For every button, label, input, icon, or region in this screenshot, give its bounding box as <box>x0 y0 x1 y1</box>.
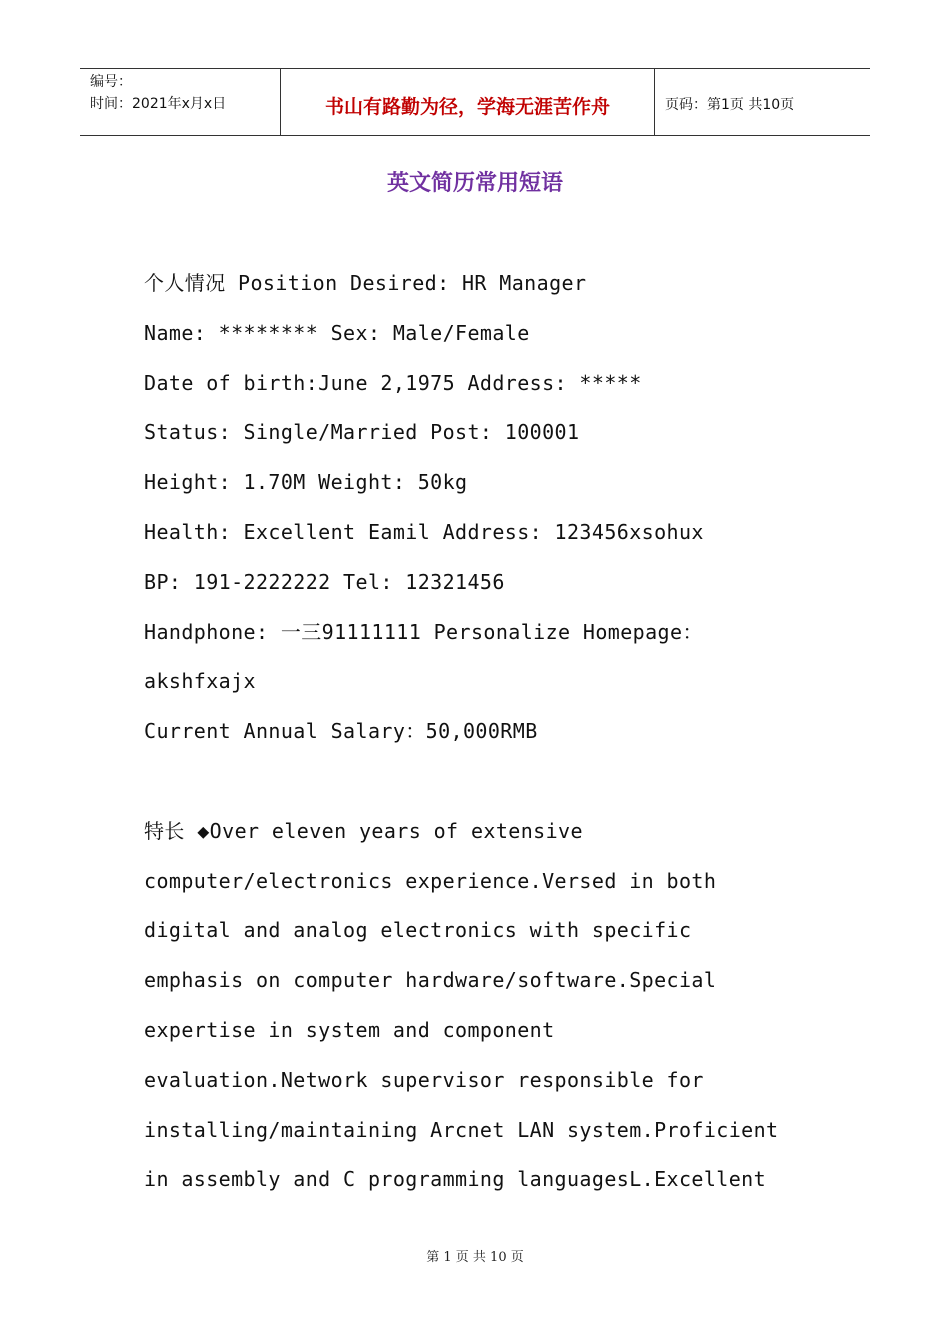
header-motto: 书山有路勤为径，学海无涯苦作舟 <box>281 69 655 135</box>
document-body <box>144 259 824 1205</box>
body-line: Name: ******** Sex: Male/Female <box>144 320 530 345</box>
header-page-info: 页码：第1页 共10页 <box>665 97 795 113</box>
body-line: 个人情况 Position Desired: HR Manager <box>144 271 587 295</box>
body-line: emphasis on computer hardware/software.Special <box>144 968 717 993</box>
body-line: in assembly and C programming languagesL.Excellent <box>144 1167 767 1192</box>
body-line: 特长 ◆Over eleven years of extensive <box>144 818 583 843</box>
body-line: Health: Excellent Eamil Address: 123456xsohux <box>144 519 704 544</box>
body-line: Status: Single/Married Post: 100001 <box>144 420 580 445</box>
body-line: Handphone: 一三91111111 Personalize Homepage： <box>144 619 703 644</box>
document-title: 英文简历常用短语 <box>386 170 563 196</box>
body-line: Height: 1.70M Weight: 50kg <box>144 470 468 495</box>
header-meta <box>80 69 281 135</box>
body-line: digital and analog electronics with specific <box>144 918 692 943</box>
body-line: Current Annual Salary：50,000RMB <box>144 719 538 744</box>
page-header <box>80 68 870 136</box>
body-line: akshfxajx <box>144 669 256 694</box>
body-line: BP: 191-2222222 Tel: 12321456 <box>144 569 505 594</box>
page-footer: 第 1 页 共 10 页 <box>426 1250 524 1265</box>
body-line: Date of birth:June 2,1975 Address: ***** <box>144 370 642 395</box>
body-line: computer/electronics experience.Versed in both <box>144 868 717 893</box>
time-label: 时间：2021年x月x日 <box>90 96 227 112</box>
body-line: expertise in system and component <box>144 1017 555 1042</box>
body-line: installing/maintaining Arcnet LAN system.Proficient <box>144 1117 779 1142</box>
body-line-blank <box>144 757 824 807</box>
body-line: evaluation.Network supervisor responsible for <box>144 1067 704 1092</box>
number-label: 编号： <box>90 74 132 90</box>
